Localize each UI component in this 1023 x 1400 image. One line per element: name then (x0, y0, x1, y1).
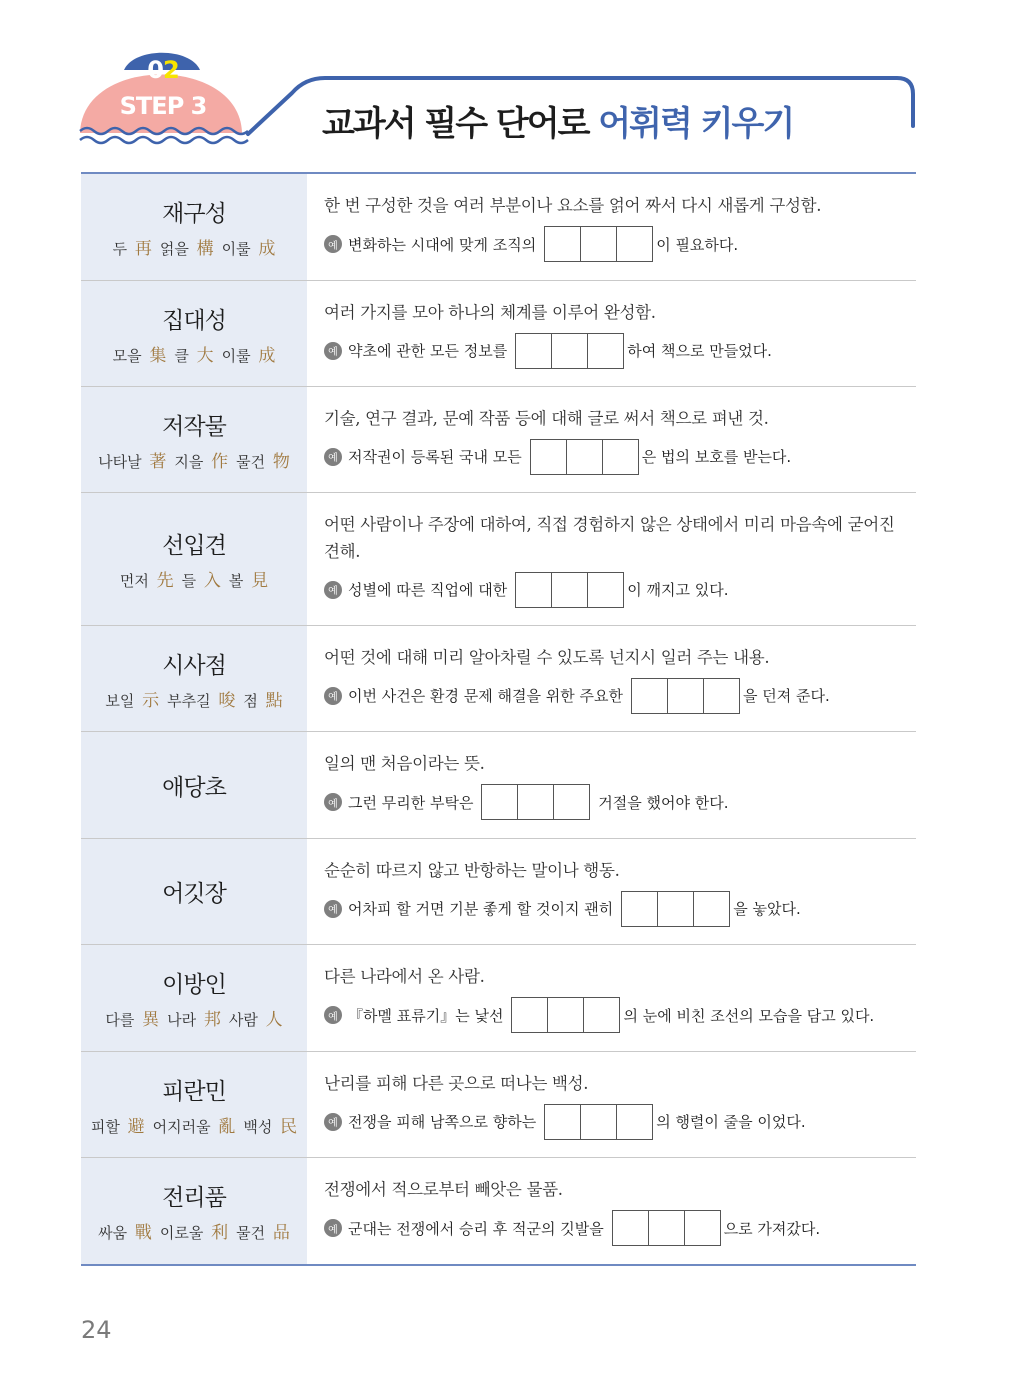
definition: 전쟁에서 적으로부터 빼앗은 물품. (324, 1180, 563, 1199)
answer-box (621, 891, 658, 927)
definition: 한 번 구성한 것을 여러 부분이나 요소를 얽어 짜서 다시 새롭게 구성함. (324, 196, 822, 215)
vocab-word: 선입견 (162, 533, 226, 559)
answer-box (657, 891, 694, 927)
answer-box (616, 226, 653, 262)
unit-number: 02 (147, 56, 179, 84)
answer-boxes[interactable] (515, 333, 624, 369)
example-sentence: 예 변화하는 시대에 맞게 조직의 이 필요하다. (324, 226, 900, 262)
answer-box (551, 572, 588, 608)
hanja-breakdown: 먼저 先 들 入 볼 見 (119, 571, 269, 591)
word-cell (81, 1052, 307, 1157)
hanja-breakdown: 다를 異 나라 邦 사람 人 (105, 1010, 283, 1030)
page-title (322, 96, 793, 145)
answer-box (684, 1210, 721, 1246)
answer-box (547, 997, 584, 1033)
answer-box (553, 784, 590, 820)
hanja-char: 先 (156, 571, 174, 591)
hanja-char: 構 (196, 239, 214, 259)
answer-boxes[interactable] (515, 572, 624, 608)
definition-cell (307, 1052, 916, 1157)
step-label: STEP 3 (119, 92, 207, 120)
hanja-char: 邦 (203, 1010, 221, 1030)
vocab-row (81, 626, 916, 732)
definition: 다른 나라에서 온 사람. (324, 967, 485, 986)
vocabulary-table (81, 172, 916, 1266)
definition-cell (307, 626, 916, 731)
example-badge-icon: 예 (324, 687, 342, 705)
hanja-char: 唆 (218, 690, 236, 711)
answer-box (587, 333, 624, 369)
hanja-breakdown: 두 再 얽을 構 이룰 成 (112, 239, 276, 259)
vocab-word: 재구성 (162, 201, 226, 227)
answer-box (580, 226, 617, 262)
word-cell (81, 174, 307, 280)
example-badge-icon: 예 (324, 1113, 342, 1131)
definition-cell (307, 732, 916, 838)
hanja-char: 品 (272, 1223, 290, 1243)
definition: 여러 가지를 모아 하나의 체계를 이루어 완성함. (324, 302, 656, 322)
word-cell (81, 387, 307, 492)
example-sentence: 예 전쟁을 피해 남쪽으로 향하는 의 행렬이 줄을 이었다. (324, 1104, 900, 1140)
hanja-breakdown: 피할 避 어지러울 亂 백성 民 (90, 1116, 298, 1137)
vocab-word: 이방인 (162, 972, 226, 998)
page-header (0, 0, 1023, 175)
definition: 순순히 따르지 않고 반항하는 말이나 행동. (324, 860, 620, 880)
hanja-char: 民 (280, 1116, 298, 1137)
hanja-char: 成 (258, 345, 276, 366)
hanja-breakdown: 보일 示 부추길 唆 점 點 (105, 690, 283, 711)
header-graphic (0, 0, 1023, 175)
example-sentence: 예 성별에 따른 직업에 대한 이 깨지고 있다. (324, 572, 900, 608)
hanja-char: 利 (211, 1223, 229, 1243)
hanja-breakdown: 모을 集 클 大 이룰 成 (112, 345, 276, 366)
vocab-word: 시사점 (162, 652, 226, 679)
answer-box (511, 997, 548, 1033)
word-cell (81, 626, 307, 731)
answer-boxes[interactable] (631, 678, 740, 714)
answer-boxes[interactable] (530, 439, 639, 475)
word-cell (81, 1158, 307, 1264)
definition-cell (307, 1158, 916, 1264)
hanja-char: 著 (149, 451, 167, 472)
hanja-char: 見 (251, 571, 269, 591)
answer-box (481, 784, 518, 820)
answer-box (612, 1210, 649, 1246)
example-badge-icon: 예 (324, 342, 342, 360)
word-cell (81, 281, 307, 386)
definition: 어떤 사람이나 주장에 대하여, 직접 경험하지 않은 상태에서 미리 마음속에 굳어진 견해. (324, 514, 895, 561)
definition-cell (307, 281, 916, 386)
vocab-row (81, 732, 916, 839)
answer-boxes[interactable] (544, 1104, 653, 1140)
hanja-char: 人 (265, 1010, 283, 1030)
title-main: 교과서 필수 단어로 (322, 104, 599, 144)
definition-cell (307, 174, 916, 280)
hanja-char: 戰 (134, 1223, 152, 1243)
hanja-char: 大 (196, 345, 214, 366)
answer-boxes[interactable] (621, 891, 730, 927)
word-cell (81, 839, 307, 944)
vocab-row (81, 1052, 916, 1158)
answer-box (616, 1104, 653, 1140)
definition-cell (307, 493, 916, 625)
vocab-row (81, 945, 916, 1052)
vocab-row (81, 281, 916, 387)
answer-box (631, 678, 668, 714)
answer-boxes[interactable] (612, 1210, 721, 1246)
definition-cell (307, 839, 916, 944)
definition: 난리를 피해 다른 곳으로 떠나는 백성. (324, 1073, 589, 1093)
example-sentence: 예 저작권이 등록된 국내 모든 은 법의 보호를 받는다. (324, 439, 900, 475)
answer-box (587, 572, 624, 608)
answer-box (703, 678, 740, 714)
example-badge-icon: 예 (324, 793, 342, 811)
answer-box (667, 678, 704, 714)
hanja-char: 亂 (218, 1116, 236, 1137)
definition-cell (307, 387, 916, 492)
definition: 어떤 것에 대해 미리 알아차릴 수 있도록 넌지시 일러 주는 내용. (324, 647, 770, 667)
hanja-char: 入 (203, 571, 221, 591)
definition-cell (307, 945, 916, 1051)
example-sentence: 예 어차피 할 거면 기분 좋게 할 것이지 괜히 을 놓았다. (324, 891, 900, 927)
answer-box (566, 439, 603, 475)
hanja-char: 避 (127, 1116, 145, 1137)
vocab-word: 집대성 (162, 307, 226, 334)
answer-box (544, 1104, 581, 1140)
example-sentence: 예 그런 무리한 부탁은 거절을 했어야 한다. (324, 784, 900, 820)
answer-box (693, 891, 730, 927)
example-badge-icon: 예 (324, 1006, 342, 1024)
vocab-word: 피란민 (162, 1078, 226, 1105)
answer-box (580, 1104, 617, 1140)
answer-box (583, 997, 620, 1033)
hanja-char: 異 (142, 1010, 160, 1030)
example-badge-icon: 예 (324, 235, 342, 253)
answer-box (515, 333, 552, 369)
hanja-char: 點 (265, 690, 283, 711)
vocab-word: 저작물 (162, 413, 226, 440)
vocab-row (81, 387, 916, 493)
answer-box (515, 572, 552, 608)
example-badge-icon: 예 (324, 1219, 342, 1237)
example-sentence: 예 약초에 관한 모든 정보를 하여 책으로 만들었다. (324, 333, 900, 369)
word-cell (81, 732, 307, 838)
hanja-breakdown: 나타날 著 지을 作 물건 物 (98, 451, 290, 472)
title-highlight: 어휘력 키우기 (598, 104, 794, 144)
hanja-char: 再 (134, 239, 152, 259)
word-cell (81, 493, 307, 625)
vocab-word: 애당초 (162, 774, 226, 801)
example-sentence: 예 『하멜 표류기』는 낯선 의 눈에 비친 조선의 모습을 담고 있다. (324, 997, 900, 1033)
example-sentence: 예 이번 사건은 환경 문제 해결을 위한 주요한 을 던져 준다. (324, 678, 900, 714)
answer-box (551, 333, 588, 369)
hanja-char: 示 (142, 690, 160, 711)
answer-boxes[interactable] (544, 226, 653, 262)
answer-boxes[interactable] (511, 997, 620, 1033)
vocab-word: 어깃장 (162, 881, 226, 907)
answer-box (602, 439, 639, 475)
example-badge-icon: 예 (324, 448, 342, 466)
word-cell (81, 945, 307, 1051)
example-badge-icon: 예 (324, 581, 342, 599)
hanja-breakdown: 싸움 戰 이로울 利 물건 品 (98, 1223, 290, 1243)
hanja-char: 作 (211, 451, 229, 472)
vocab-row (81, 839, 916, 945)
vocab-row (81, 493, 916, 626)
example-badge-icon: 예 (324, 900, 342, 918)
vocab-row (81, 174, 916, 281)
definition: 일의 맨 처음이라는 뜻. (324, 754, 485, 773)
page-number: 24 (81, 1316, 112, 1344)
answer-boxes[interactable] (481, 784, 590, 820)
answer-box (517, 784, 554, 820)
definition: 기술, 연구 결과, 문예 작품 등에 대해 글로 써서 책으로 펴낸 것. (324, 408, 769, 428)
answer-box (648, 1210, 685, 1246)
hanja-char: 物 (272, 451, 290, 472)
answer-box (544, 226, 581, 262)
hanja-char: 成 (258, 239, 276, 259)
hanja-char: 集 (149, 345, 167, 366)
vocab-row (81, 1158, 916, 1264)
answer-box (530, 439, 567, 475)
example-sentence: 예 군대는 전쟁에서 승리 후 적군의 깃발을 으로 가져갔다. (324, 1210, 900, 1246)
vocab-word: 전리품 (162, 1185, 226, 1211)
